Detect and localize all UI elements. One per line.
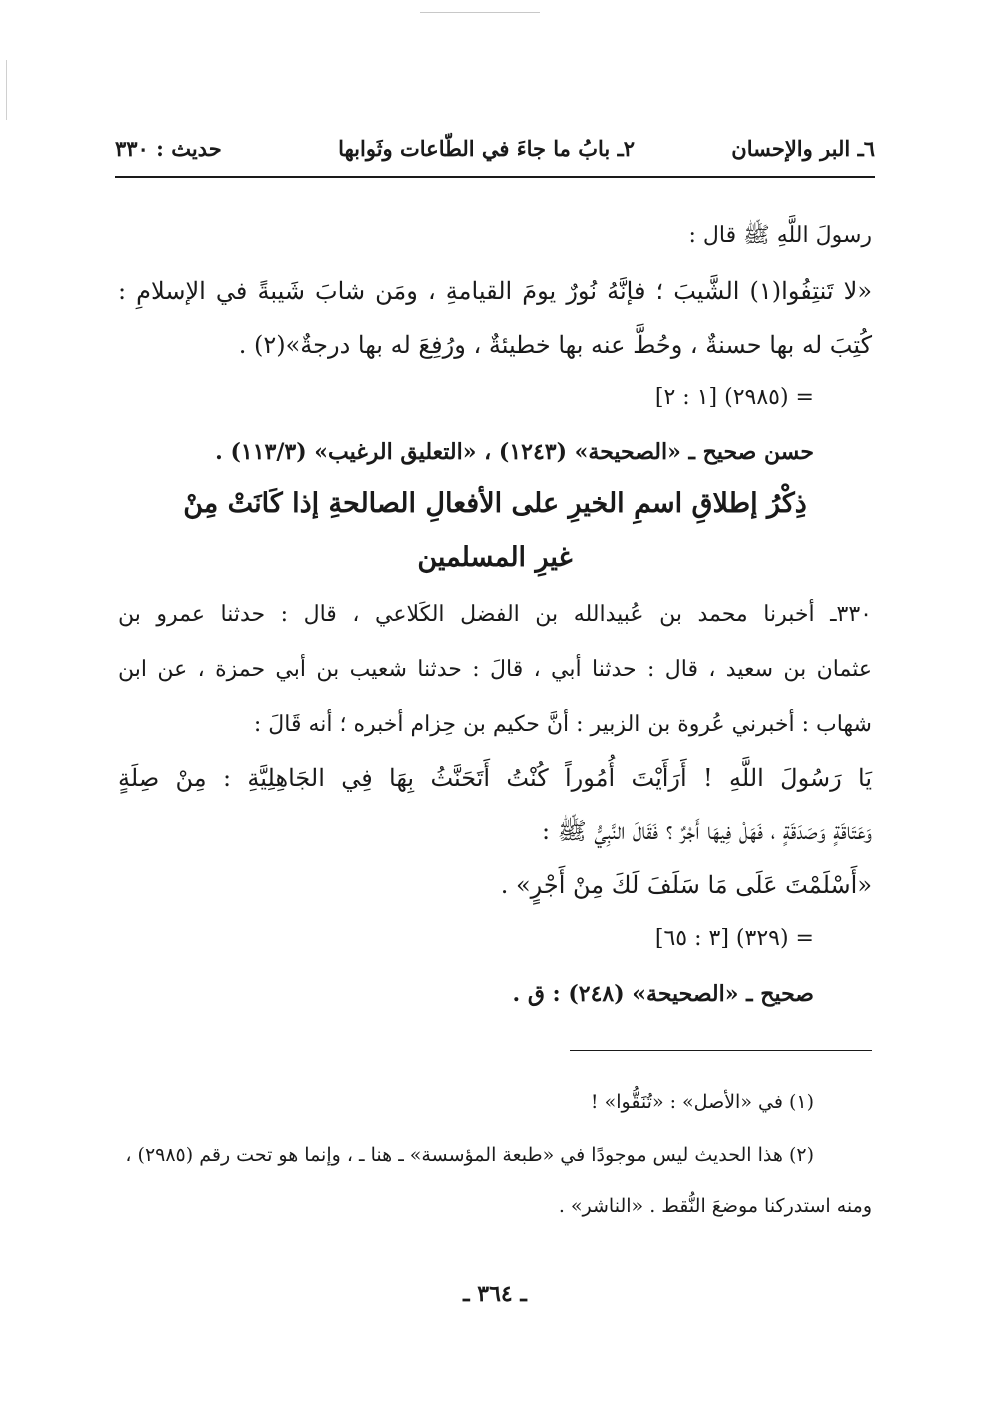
section-title-line: غيرِ المسلمين bbox=[417, 542, 573, 573]
prev-hadith-text-line: «لا تَنتِفُوا(١) الشَّيبَ ؛ فإنَّهُ نُورٌ يومَ القيامةِ ، ومَن شابَ شَيبةً في الإسلامِ : bbox=[118, 277, 872, 305]
hadith-matn-line: وَعَتَاقَةٍ وَصَدَقَةٍ ، فَهَلْ فِيهَا أَجْرٌ ؟ فَقَالَ النَّبِيُّ ﷺ : bbox=[542, 817, 872, 845]
prev-hadith-text-line: كُتِبَ له بها حسنةٌ ، وحُطَّ عنه بها خطيئةٌ ، ورُفِعَ له بها درجةٌ»(٢) . bbox=[238, 331, 872, 359]
prev-hadith-intro: رسولَ اللَّهِ ﷺ قال : bbox=[688, 223, 872, 248]
hadith-isnad-line: عثمان بن سعيد ، قال : حدثنا أبي ، قالَ : حدثنا شعيب بن أبي حمزة ، عن ابن bbox=[118, 657, 872, 682]
header-chapter-title: ٢ـ بابُ ما جاءَ في الطّاعات وثَوابها bbox=[338, 136, 635, 161]
footnote-separator bbox=[570, 1050, 872, 1051]
hadith-grading: صحيح ـ «الصحيحة» (٢٤٨) : ق . bbox=[512, 981, 814, 1007]
hadith-reference: = (٣٢٩) [٣ : ٦٥] bbox=[654, 926, 814, 951]
hadith-isnad-line: ٣٣٠ـ أخبرنا محمد بن عُبيدالله بن الفضل الكَلاعي ، قال : حدثنا عمرو بن bbox=[118, 602, 872, 627]
footnote-2-line: (٢) هذا الحديث ليس موجودًا في «طبعة المؤسسة» ـ هنا ـ ، وإنما هو تحت رقم (٢٩٨٥) ، bbox=[125, 1144, 814, 1166]
header-hadith-number: حديث : ٣٣٠ bbox=[115, 136, 222, 161]
running-header bbox=[115, 130, 875, 178]
prev-hadith-reference: = (٢٩٨٥) [١ : ٢] bbox=[654, 385, 814, 410]
footnote-1: (١) في «الأصل» : «تُنَقُّوا» ! bbox=[590, 1091, 814, 1113]
hadith-isnad-line: شهاب : أخبرني عُروة بن الزبير : أنَّ حكيم بن حِزام أخبره ؛ أنه قَالَ : bbox=[253, 712, 872, 737]
hadith-matn-line: يَا رَسُولَ اللَّهِ ! أَرَأَيْتَ أُمُوراً كُنْتُ أَتَحَنَّثُ بِهَا فِي الجَاهِلِيَّةِ : مِنْ صِلَةٍ bbox=[118, 764, 872, 792]
page-number: ـ ٣٦٤ ـ bbox=[463, 1281, 527, 1307]
section-title-line: ذِكْرُ إطلاقِ اسمِ الخيرِ على الأفعالِ الصالحةِ إذا كَانَتْ مِنْ bbox=[183, 488, 807, 519]
header-book-title: ٦ـ البر والإحسان bbox=[731, 136, 875, 161]
hadith-matn-line: «أَسْلَمْتَ عَلَى مَا سَلَفَ لَكَ مِنْ أَجْرٍ» . bbox=[500, 871, 872, 899]
footnote-2-line: ومنه استدركنا موضعَ النُّقط . «الناشر» . bbox=[558, 1195, 872, 1217]
scan-edge-mark bbox=[6, 60, 7, 120]
prev-hadith-grading: حسن صحيح ـ «الصحيحة» (١٢٤٣) ، «التعليق الرغيب» (١١٣/٣) . bbox=[215, 439, 814, 465]
scan-edge-mark bbox=[420, 12, 540, 13]
